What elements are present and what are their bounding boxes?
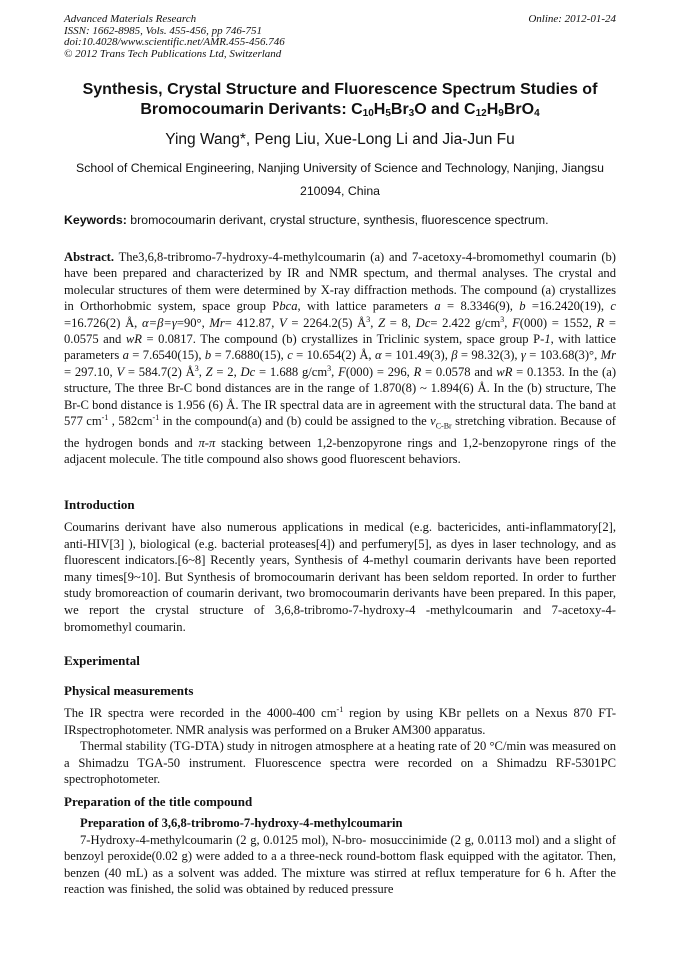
journal-header: [64, 14, 616, 60]
preparation-heading: Preparation of the title compound: [64, 794, 253, 809]
copyright-line: © 2012 Trans Tech Publications Ltd, Switzerland: [64, 47, 282, 60]
author-list: Ying Wang*, Peng Liu, Xue-Long Li and Jia-Jun Fu: [165, 131, 515, 148]
keywords-text: bromocoumarin derivant, crystal structure, synthesis, fluorescence spectrum.: [126, 213, 549, 227]
online-date: Online: 2012-01-24: [528, 13, 616, 25]
physical-measurements-text: The IR spectra were recorded in the 4000-400 $cm^{-1}$ region by using KBr pellets on a Nexus 870 FT-IRspectrophotometer. NMR analysis was performed on a Bruker AM300 apparatus. Thermal stability (TG-DTA) study in nitrogen atmosphere at a heating rate of 20 °C/min was measured on a Shimadzu TGA-50 instrument. Fluorescence spectra were recorded on a Shimadzu RF-5301PC spectrophotometer.: [64, 705, 617, 787]
affiliation: [60, 157, 620, 203]
affiliation-line-1: School of Chemical Engineering, Nanjing University of Science and Technology, Nanjing, Jiangsu: [76, 161, 604, 175]
journal-name: Advanced Materials Research: [64, 13, 197, 25]
abstract: Abstract. The3,6,8-tribromo-7-hydroxy-4-methylcoumarin (a) and 7-acetoxy-4-bromomethyl coumarin (b) have been prepared and characterized by IR and NMR spectum, and thermal analyses. The crystal and molecular structures of them were determined by X-ray diffraction methods. The compound (a) crystallizes in Orthorhobmic system, space group Pbca, with lattice parameters a = 8.3346(9), b =16.2420(19), c =16.726(2) Å, α=β=γ=90°, Mr= 412.87, V = 2264.2(5) $Å^3$, Z = 8, Dc= 2.422 $g/cm^3$, F(000) = 1552, R = 0.0575 and wR = 0.0817. The compound (b) crystallizes in Triclinic system, space group P-1, with lattice parameters a = 7.6540(15), b = 7.6880(15), c = 10.654(2) Å, α = 101.49(3), β = 98.32(3), γ = 103.68(3)°, Mr = 297.10, V = 584.7(2) $Å^3$, Z = 2, Dc = 1.688 $g/cm^3$, F(000) = 296, R = 0.0578 and wR = 0.1353. In the (a) structure, The three Br-C bond distances are in the range of 1.870(8) ~ 1.894(6) Å. In the (b) structure, The Br-C bond distance is 1.956 (6) Å. The IR spectral data are in agreement with the structural data. The band at 577 $cm^{-1}$ , $582cm^{-1}$ in the compound(a) and (b) could be assigned to the $\nu_{C-Br}$ stretching vibration. Because of the hydrogen bonds and π-π stacking between 1,2-benzopyrone rings and 1,2-benzopyrone rings of the adjacent molecule. The title compound also shows good fluorescent behaviors.: [64, 250, 617, 467]
issn-line: ISSN: 1662-8985, Vols. 455-456, pp 746-751: [64, 24, 262, 37]
introduction-text: Coumarins derivant have also numerous applications in medical (e.g. bactericides, anti-inflammatory[2], anti-HIV[3] ), biological (e.g. bacterial proteases[4]) and perfumery[5], as dyes in laser technology, and as fluorescent indicators.[6~8] Recently years, Synthesis of 4-methyl coumarin derivants have been reported many times[9~10]. But Synthesis of bromocoumarin derivant has been seldom reported. In order to further study bromoreaction of coumarin derivant, two bromocoumarin derivants have been prepared. In this paper, we report the crystal structure of 3,6,8-tribromo-7-hydroxy-4 -methylcoumarin and 7-acetoxy-4-bromomethyl coumarin.: [64, 520, 616, 634]
title-line-1: Synthesis, Crystal Structure and Fluorescence Spectrum Studies of: [82, 81, 598, 98]
preparation-text: Preparation of 3,6,8-tribromo-7-hydroxy-4-methylcoumarin 7-Hydroxy-4-methylcoumarin (2 g, 0.0125 mol), N-bro- mosuccinimide (2 g, 0.0113 mol) and a slight of benzoyl peroxide(0.02 g) were added to a a three-neck round-bottom flask equipped with the agitator. Then, benzen (40 mL) as a solvent was added. The mixture was stirred at reflux temperature for 6 h. After the reaction was finished, the solid was obtained by reduced pressure: [64, 816, 616, 897]
paper-title: [60, 80, 620, 120]
physical-measurements-heading: Physical measurements: [64, 683, 194, 698]
doi-line: doi:10.4028/www.scientific.net/AMR.455-456.746: [64, 36, 285, 49]
keywords: [64, 213, 620, 227]
introduction-heading: Introduction: [64, 497, 135, 512]
title-line-2: Bromocoumarin Derivants: $C_{10}H_5Br_3O$ and $C_{12}H_9BrO_4$: [140, 101, 540, 119]
affiliation-line-2: 210094, China: [300, 184, 380, 198]
keywords-label: Keywords:: [64, 213, 127, 227]
experimental-heading: Experimental: [64, 653, 140, 668]
